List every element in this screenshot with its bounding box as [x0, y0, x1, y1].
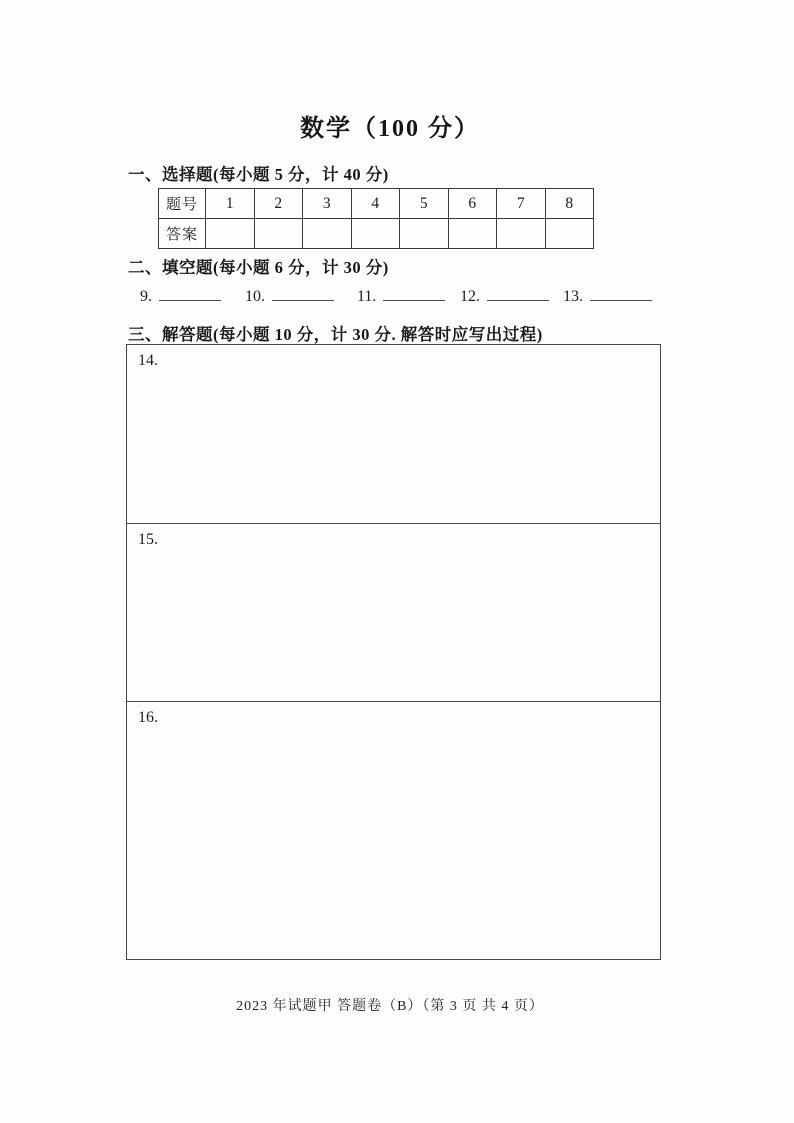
fill-blank-item [140, 288, 221, 306]
answer-cell [303, 219, 352, 249]
section-heading-fill: 二、填空题(每小题 6 分，计 30 分) [128, 258, 389, 277]
question-number-cell: 4 [352, 189, 401, 219]
problem-area-15 [127, 523, 660, 701]
question-number-cell: 1 [206, 189, 255, 219]
question-number-cell: 6 [449, 189, 498, 219]
problem-area-16 [127, 701, 660, 957]
page-footer: 2023 年试题甲 答题卷（B）（第 3 页 共 4 页） [236, 999, 544, 1014]
answer-cell [497, 219, 546, 249]
answer-cell [255, 219, 304, 249]
problem-number-label: 14. [138, 352, 158, 369]
blank-number-label: 13. [563, 288, 583, 305]
answer-cell [352, 219, 401, 249]
problem-area-14 [127, 345, 660, 523]
question-number-cell: 3 [303, 189, 352, 219]
solution-workspace-box [126, 344, 661, 960]
blank-number-label: 10. [245, 288, 265, 305]
fill-blank-item [460, 288, 549, 306]
blank-underline [159, 288, 221, 301]
fill-blank-item [563, 288, 652, 306]
page-title: 数学（100 分） [300, 116, 480, 142]
question-number-cell: 8 [546, 189, 595, 219]
fill-blanks-row [0, 288, 794, 312]
table-header-question-number: 题号 [159, 189, 206, 219]
section-heading-choice: 一、选择题(每小题 5 分，计 40 分) [128, 165, 389, 184]
fill-blank-item [245, 288, 334, 306]
blank-underline [383, 288, 445, 301]
answer-cell [449, 219, 498, 249]
answer-cell [546, 219, 595, 249]
blank-underline [590, 288, 652, 301]
blank-underline [272, 288, 334, 301]
blank-number-label: 11. [357, 288, 377, 305]
problem-number-label: 15. [138, 531, 158, 548]
table-header-answer: 答案 [159, 219, 206, 249]
choice-answer-table [158, 188, 594, 249]
blank-underline [487, 288, 549, 301]
answer-cell [400, 219, 449, 249]
problem-number-label: 16. [138, 709, 158, 726]
question-number-cell: 5 [400, 189, 449, 219]
answer-cell [206, 219, 255, 249]
fill-blank-item [357, 288, 445, 306]
question-number-cell: 2 [255, 189, 304, 219]
question-number-cell: 7 [497, 189, 546, 219]
blank-number-label: 12. [460, 288, 480, 305]
blank-number-label: 9. [140, 288, 152, 305]
section-heading-solution: 三、解答题(每小题 10 分，计 30 分. 解答时应写出过程) [128, 325, 543, 344]
